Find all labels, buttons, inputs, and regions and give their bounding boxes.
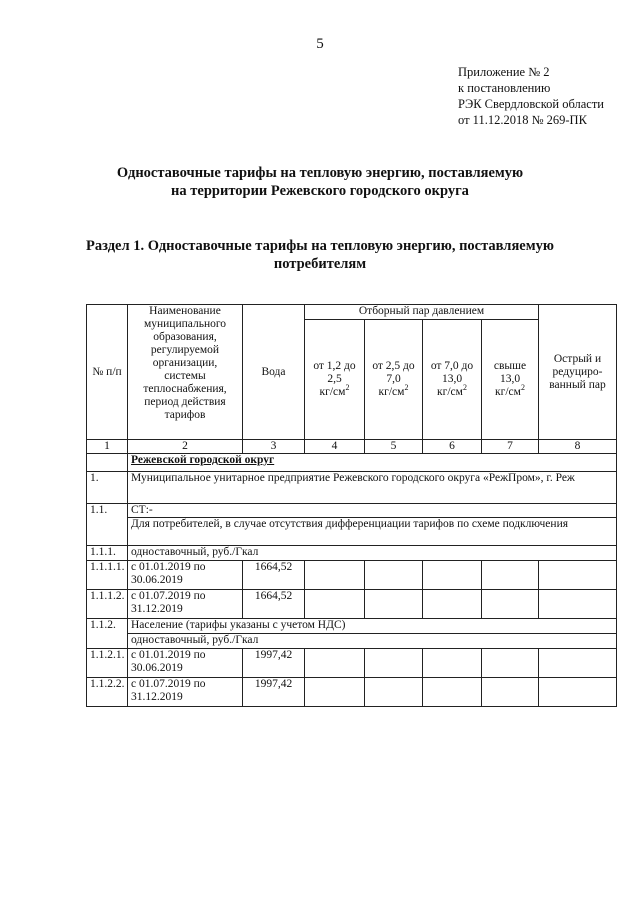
col-number: 2 — [128, 440, 243, 454]
period: с 01.07.2019 по 31.12.2019 — [128, 678, 243, 707]
col-number: 3 — [243, 440, 305, 454]
water-value: 1997,42 — [243, 649, 305, 678]
organization-name: Муниципальное унитарное предприятие Режевского городского округа «РежПром», г. Реж — [128, 472, 617, 504]
appendix-line: к постановлению — [458, 81, 551, 95]
water-value: 1997,42 — [243, 678, 305, 707]
period: с 01.01.2019 по 30.06.2019 — [128, 649, 243, 678]
population-one-rate-row — [87, 634, 617, 649]
page-number: 5 — [316, 36, 324, 52]
row-num: 1.1.1. — [87, 546, 128, 561]
header-sharp-steam: Острый и редуциро-ванный пар — [539, 305, 617, 440]
period: с 01.01.2019 по 30.06.2019 — [128, 561, 243, 590]
row-num: 1.1.2. — [87, 619, 128, 649]
one-rate-label: одноставочный, руб./Гкал — [128, 546, 617, 561]
title-line: на территории Режевского городского округа — [171, 183, 469, 199]
header-pressure-2: от 2,5 до 7,0 $кг/см^2$ — [365, 320, 423, 440]
row-num: 1. — [87, 472, 128, 504]
appendix-line: от 11.12.2018 № 269-ПК — [458, 113, 587, 127]
table-row — [87, 649, 617, 678]
col-number: 5 — [365, 440, 423, 454]
header-num: № п/п — [87, 305, 128, 440]
section-heading — [0, 237, 640, 273]
column-number-row — [87, 440, 617, 454]
row-num: 1.1.2.2. — [87, 678, 128, 707]
region-name: Режевской городской округ — [128, 454, 617, 472]
title-line: Одноставочные тарифы на тепловую энергию, поставляемую — [116, 165, 524, 181]
row-num: 1.1. — [87, 504, 128, 546]
diff-note: Для потребителей, в случае отсутствия дифференциации тарифов по схеме подключения — [128, 518, 617, 546]
system-label: СТ:- — [128, 504, 617, 518]
header-name: Наименование муниципального образования, регулируемой организации, системы теплоснабжения, период действия тарифов — [128, 305, 243, 440]
appendix-block — [458, 64, 604, 128]
table-row — [87, 678, 617, 707]
row-num: 1.1.1.2. — [87, 590, 128, 619]
row-num: 1.1.2.1. — [87, 649, 128, 678]
region-row — [87, 454, 617, 472]
header-pressure-3: от 7,0 до 13,0 $кг/см^2$ — [423, 320, 482, 440]
organization-row — [87, 472, 617, 504]
water-value: 1664,52 — [243, 590, 305, 619]
header-pressure-1: от 1,2 до 2,5 $кг/см^2$ — [305, 320, 365, 440]
appendix-line: Приложение № 2 — [458, 65, 550, 79]
col-number: 7 — [482, 440, 539, 454]
population-label: Население (тарифы указаны с учетом НДС) — [128, 619, 617, 634]
section-line: потребителям — [273, 256, 367, 272]
header-pressure-4: свыше 13,0 $кг/см^2$ — [482, 320, 539, 440]
col-number: 6 — [423, 440, 482, 454]
one-rate-row — [87, 546, 617, 561]
system-row — [87, 504, 617, 518]
table-row — [87, 590, 617, 619]
population-one-rate-label: одноставочный, руб./Гкал — [128, 634, 617, 649]
diff-note-row — [87, 518, 617, 546]
col-number: 1 — [87, 440, 128, 454]
tariff-table — [86, 304, 617, 707]
water-value: 1664,52 — [243, 561, 305, 590]
header-steam-group: Отборный пар давлением — [305, 305, 539, 320]
document-title — [0, 164, 640, 200]
col-number: 8 — [539, 440, 617, 454]
period: с 01.07.2019 по 31.12.2019 — [128, 590, 243, 619]
col-number: 4 — [305, 440, 365, 454]
header-water: Вода — [243, 305, 305, 440]
population-row — [87, 619, 617, 634]
appendix-line: РЭК Свердловской области — [458, 97, 604, 111]
table-row — [87, 561, 617, 590]
section-line: Раздел 1. Одноставочные тарифы на тепловую энергию, поставляемую — [86, 238, 554, 254]
row-num: 1.1.1.1. — [87, 561, 128, 590]
